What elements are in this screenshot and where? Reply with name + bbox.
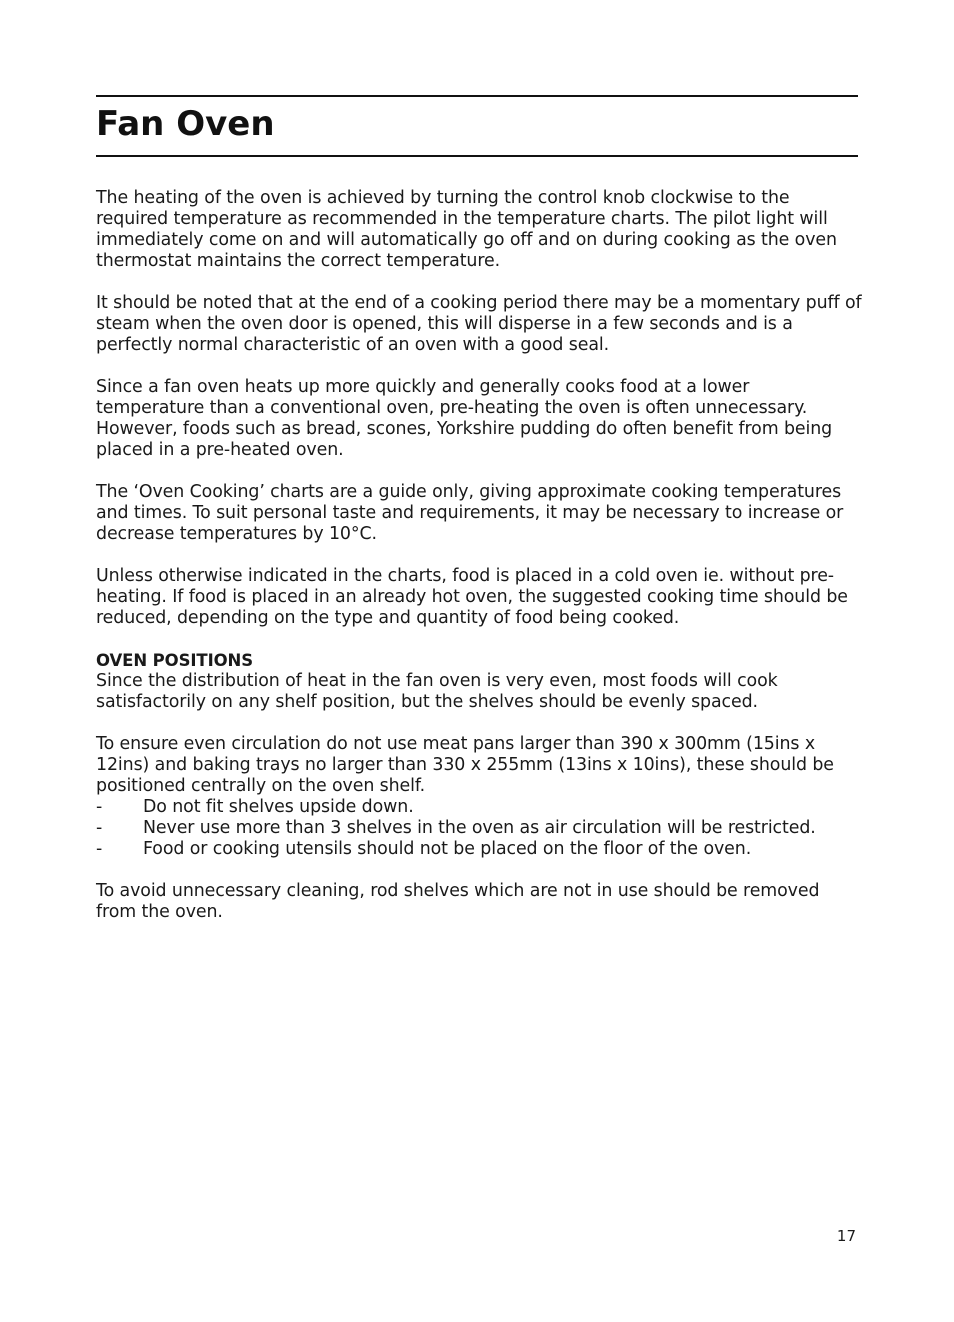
list-item xyxy=(96,797,862,818)
list-item-text: Food or cooking utensils should not be placed on the floor of the oven. xyxy=(143,839,752,859)
paragraph-heating: The heating of the oven is achieved by turning the control knob clockwise to the required temperature as recommended in the temperature charts. The pilot light will immediately come on and will automatically go off and on during cooking as the oven thermostat maintains the correct temperature. xyxy=(96,188,837,271)
paragraph-cold-oven: Unless otherwise indicated in the charts, food is placed in a cold oven ie. without pre-heating. If food is placed in an already hot oven, the suggested cooking time should be reduced, depending on the type and quantity of food being cooked. xyxy=(96,566,848,628)
paragraph-rod-shelves: To avoid unnecessary cleaning, rod shelves which are not in use should be removed from the oven. xyxy=(96,881,820,922)
paragraph-preheating: Since a fan oven heats up more quickly and generally cooks food at a lower temperature than a conventional oven, pre-heating the oven is often unnecessary. However, foods such as bread, scones, Yorkshire pudding do often benefit from being placed in a pre-heated oven. xyxy=(96,377,833,460)
list-item-text: Never use more than 3 shelves in the oven as air circulation will be restricted. xyxy=(143,818,816,838)
page-title: Fan Oven xyxy=(96,104,275,144)
page-number: 17 xyxy=(836,1227,856,1245)
paragraph-heat-distribution: Since the distribution of heat in the fan oven is very even, most foods will cook satisfactorily on any shelf position, but the shelves should be evenly spaced. xyxy=(96,671,778,712)
paragraph-charts-guide: The ‘Oven Cooking’ charts are a guide only, giving approximate cooking temperatures and times. To suit personal taste and requirements, it may be necessary to increase or decrease temperatures by 10°C. xyxy=(96,482,844,544)
list-item xyxy=(96,818,862,839)
dash-bullet: - xyxy=(96,797,103,817)
title-rule-bottom xyxy=(96,155,858,157)
list-item-text: Do not fit shelves upside down. xyxy=(143,797,414,817)
dash-bullet: - xyxy=(96,818,103,838)
shelf-guidance-list xyxy=(96,797,862,860)
title-rule-top xyxy=(96,95,858,97)
dash-bullet: - xyxy=(96,839,103,859)
list-item xyxy=(96,839,862,860)
paragraph-steam: It should be noted that at the end of a cooking period there may be a momentary puff of steam when the oven door is opened, this will disperse in a few seconds and is a perfectly normal characteristic of an oven with a good seal. xyxy=(96,293,862,355)
page-content xyxy=(96,188,862,944)
paragraph-circulation: To ensure even circulation do not use meat pans larger than 390 x 300mm (15ins x 12ins) and baking trays no larger than 330 x 255mm (13ins x 10ins), these should be positioned centrally on the oven shelf. xyxy=(96,734,834,796)
section-heading-oven-positions: OVEN POSITIONS xyxy=(96,651,254,670)
